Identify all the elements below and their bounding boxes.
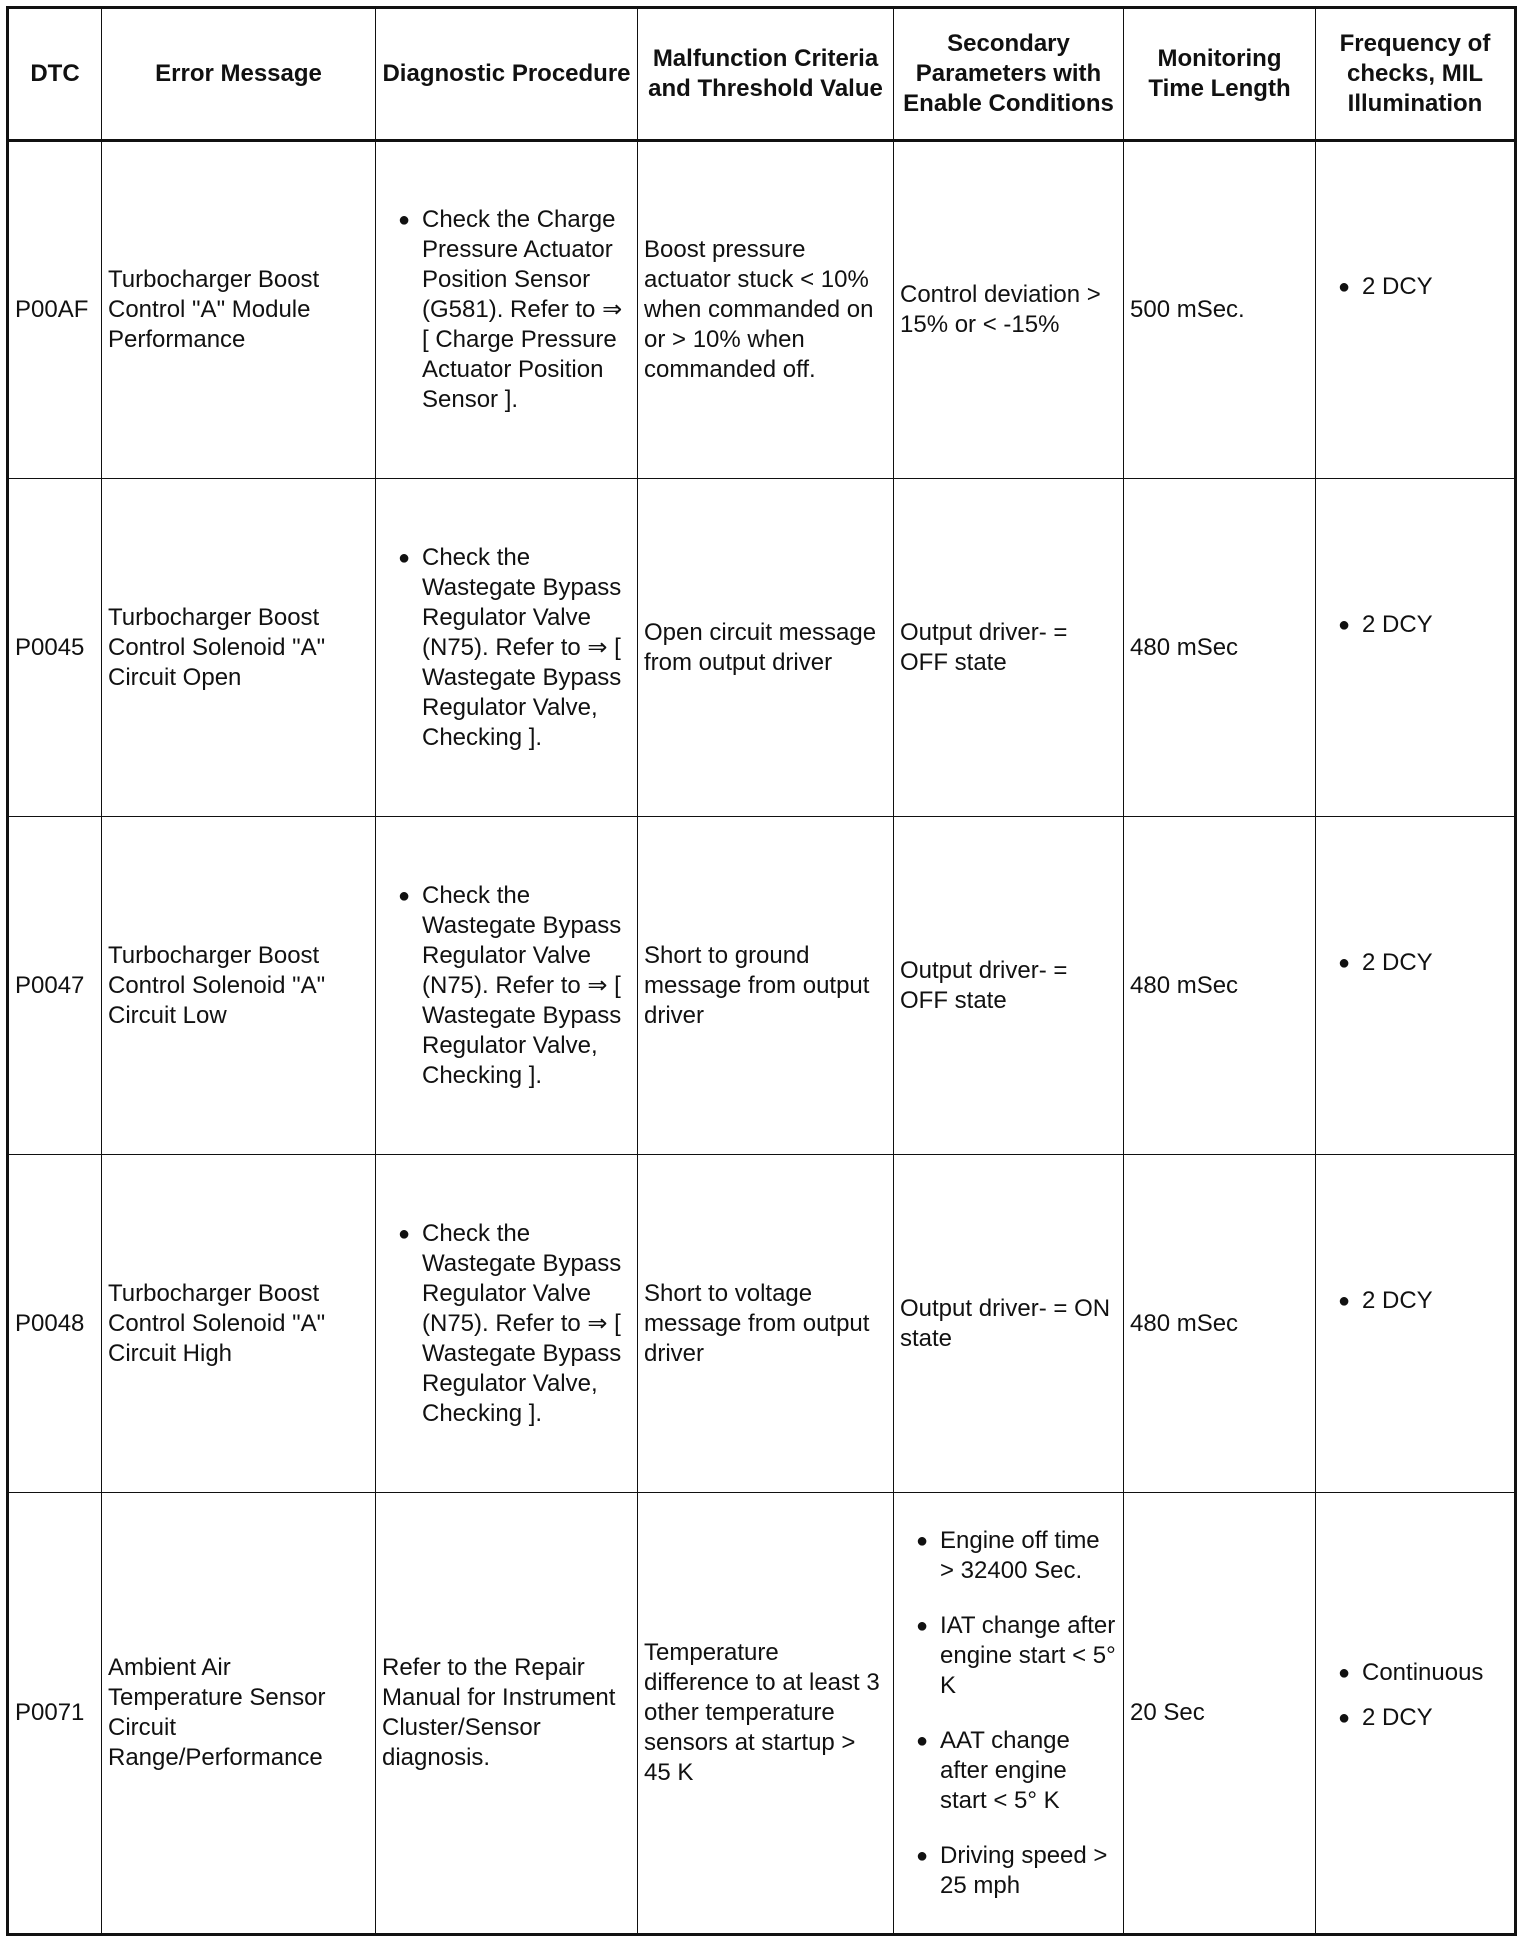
frequency <box>1316 479 1516 817</box>
frequency <box>1316 1155 1516 1493</box>
malfunction-criteria: Temperature difference to at least 3 other temperature sensors at startup > 45 K <box>638 1493 894 1935</box>
dtc-code: P0048 <box>8 1155 102 1493</box>
secondary-bullet: ● Driving speed > 25 mph <box>900 1841 1117 1901</box>
secondary-parameters: Output driver- = OFF state <box>894 479 1124 817</box>
procedure-bullet: ● Check the Wastegate Bypass Regulator Valve (N75). Refer to ⇒ [ Wastegate Bypass Regulator Valve, Checking ]. <box>382 1219 631 1429</box>
malfunction-criteria: Short to ground message from output driver <box>638 817 894 1155</box>
diagnostic-procedure <box>376 479 638 817</box>
table-row <box>8 479 1516 817</box>
diagnostic-procedure <box>376 141 638 479</box>
malfunction-criteria: Open circuit message from output driver <box>638 479 894 817</box>
frequency-bullet: ● 2 DCY <box>1322 272 1508 302</box>
table-row <box>8 1155 1516 1493</box>
table-row <box>8 141 1516 479</box>
frequency-bullet: ● 2 DCY <box>1322 948 1508 978</box>
dtc-table <box>6 6 1517 1936</box>
error-message: Turbocharger Boost Control "A" Module Performance <box>102 141 376 479</box>
header-diagnostic-procedure: Diagnostic Procedure <box>376 8 638 141</box>
frequency-bullet: ● 2 DCY <box>1322 610 1508 640</box>
header-row <box>8 8 1516 141</box>
error-message: Turbocharger Boost Control Solenoid "A" Circuit High <box>102 1155 376 1493</box>
monitoring-time: 480 mSec <box>1124 479 1316 817</box>
monitoring-time: 500 mSec. <box>1124 141 1316 479</box>
secondary-parameters <box>894 1493 1124 1935</box>
error-message: Turbocharger Boost Control Solenoid "A" Circuit Open <box>102 479 376 817</box>
frequency-bullet: ● 2 DCY <box>1322 1703 1508 1733</box>
dtc-code: P0045 <box>8 479 102 817</box>
frequency <box>1316 1493 1516 1935</box>
monitoring-time: 480 mSec <box>1124 1155 1316 1493</box>
table-row <box>8 1493 1516 1935</box>
secondary-bullet: ● AAT change after engine start < 5° K <box>900 1726 1117 1816</box>
monitoring-time: 20 Sec <box>1124 1493 1316 1935</box>
header-malfunction-criteria: Malfunction Criteria and Threshold Value <box>638 8 894 141</box>
secondary-parameters: Output driver- = OFF state <box>894 817 1124 1155</box>
procedure-bullet: ● Check the Charge Pressure Actuator Position Sensor (G581). Refer to ⇒ [ Charge Pressure Actuator Position Sensor ]. <box>382 205 631 415</box>
dtc-code: P0047 <box>8 817 102 1155</box>
diagnostic-procedure <box>376 1155 638 1493</box>
frequency <box>1316 141 1516 479</box>
procedure-bullet: ● Check the Wastegate Bypass Regulator Valve (N75). Refer to ⇒ [ Wastegate Bypass Regulator Valve, Checking ]. <box>382 543 631 753</box>
secondary-bullet: ● Engine off time > 32400 Sec. <box>900 1526 1117 1586</box>
header-frequency: Frequency of checks, MIL Illumination <box>1316 8 1516 141</box>
diagnostic-procedure: Refer to the Repair Manual for Instrument Cluster/Sensor diagnosis. <box>376 1493 638 1935</box>
header-secondary-parameters: Secondary Parameters with Enable Conditions <box>894 8 1124 141</box>
diagnostic-procedure <box>376 817 638 1155</box>
monitoring-time: 480 mSec <box>1124 817 1316 1155</box>
error-message: Ambient Air Temperature Sensor Circuit Range/Performance <box>102 1493 376 1935</box>
dtc-code: P0071 <box>8 1493 102 1935</box>
secondary-parameters: Control deviation > 15% or < -15% <box>894 141 1124 479</box>
header-monitoring-time: Monitoring Time Length <box>1124 8 1316 141</box>
header-error-message: Error Message <box>102 8 376 141</box>
malfunction-criteria: Short to voltage message from output driver <box>638 1155 894 1493</box>
secondary-parameters: Output driver- = ON state <box>894 1155 1124 1493</box>
frequency-bullet: ● Continuous <box>1322 1658 1508 1688</box>
dtc-code: P00AF <box>8 141 102 479</box>
procedure-bullet: ● Check the Wastegate Bypass Regulator Valve (N75). Refer to ⇒ [ Wastegate Bypass Regulator Valve, Checking ]. <box>382 881 631 1091</box>
secondary-bullet: ● IAT change after engine start < 5° K <box>900 1611 1117 1701</box>
header-dtc: DTC <box>8 8 102 141</box>
malfunction-criteria: Boost pressure actuator stuck < 10% when commanded on or > 10% when commanded off. <box>638 141 894 479</box>
frequency-bullet: ● 2 DCY <box>1322 1286 1508 1316</box>
error-message: Turbocharger Boost Control Solenoid "A" Circuit Low <box>102 817 376 1155</box>
frequency <box>1316 817 1516 1155</box>
table-row <box>8 817 1516 1155</box>
